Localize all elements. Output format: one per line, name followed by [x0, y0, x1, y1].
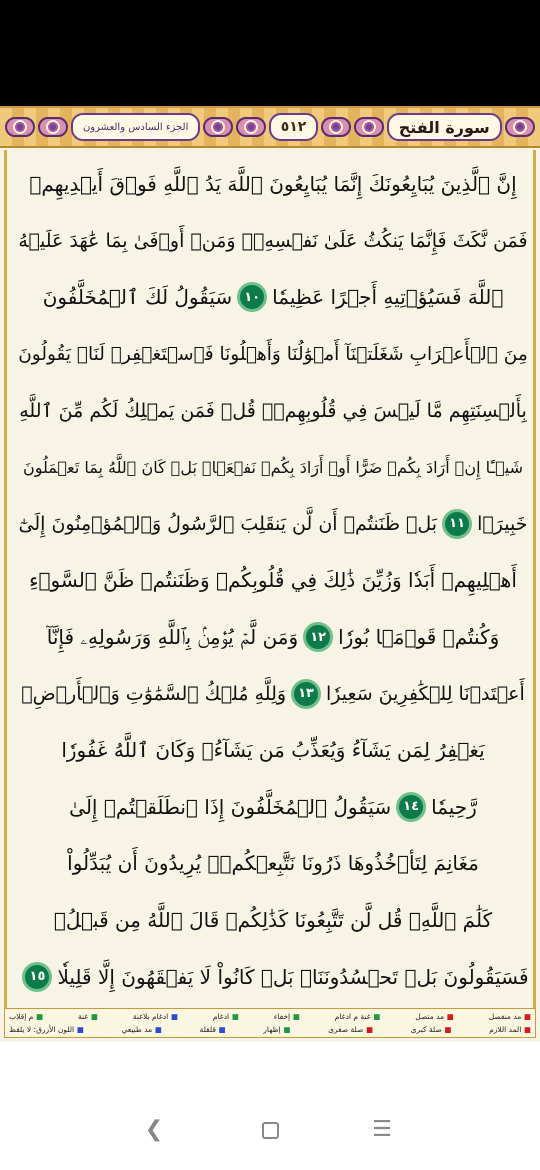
legend-label: غنة م ادغام: [334, 1012, 371, 1021]
ayah-number-marker[interactable]: ١١: [442, 509, 472, 539]
status-bar: [0, 0, 540, 106]
ayah-number-marker[interactable]: ١٠: [237, 282, 267, 312]
system-navigation-bar: [0, 1042, 540, 1170]
legend-swatch-icon: ■: [88, 1012, 98, 1021]
legend-swatch-icon: ■: [441, 1025, 452, 1034]
ayah-number-marker[interactable]: ١٢: [303, 622, 333, 652]
home-icon: [262, 1122, 279, 1139]
ayah-line: [17, 156, 529, 213]
ayah-text: خَبِيرَۢا: [477, 512, 528, 535]
legend-item: [489, 1023, 531, 1036]
ayah-text: سَيَقُولُ لَكَ ٱلۡمُخَلَّفُونَ: [42, 285, 233, 310]
ayah-text: وَمَن لَّمۡ يُؤۡمِنۢ بِٱللَّهِ وَرَسُولِهِۦ فَإِنَّآ: [46, 625, 299, 650]
ayah-text: وَلِلَّهِ مُلۡكُ ٱلسَّمَٰوَٰتِ وَٱلۡأَرۡضِۚ: [21, 682, 287, 705]
ayah-text: رَّحِيمٗا: [431, 794, 477, 819]
legend-item: [274, 1010, 300, 1023]
ayah-text: بِأَلۡسِنَتِهِم مَّا لَيۡسَ فِي قُلُوبِهِمۡۚ قُلۡ فَمَن يَمۡلِكُ لَكُم مِّنَ ٱللَّهِ: [19, 399, 527, 422]
legend-swatch-icon: ■: [444, 1012, 454, 1021]
ayah-text: سَيَقُولُ ٱلۡمُخَلَّفُونَ إِذَا ٱنطَلَقۡتُمۡ إِلَىٰ: [69, 794, 392, 819]
tajweed-legend: [4, 1008, 536, 1038]
legend-label: إظهار: [263, 1025, 281, 1034]
header-ornament-icon: [321, 117, 351, 137]
legend-item: [121, 1023, 161, 1036]
ayah-number-marker[interactable]: ١٤: [396, 792, 426, 822]
legend-label: م إقلاب: [9, 1012, 34, 1021]
ayah-line: [17, 269, 529, 326]
ayah-line: [17, 835, 529, 892]
ayah-line: [17, 439, 529, 496]
ayah-text: يَغۡفِرُ لِمَن يَشَآءُ وَيُعَذِّبُ مَن يَشَآءُۚ وَكَانَ ٱللَّهُ غَفُورٗا: [61, 738, 485, 763]
ayah-line: [17, 496, 529, 553]
legend-label: صلة كبرى: [410, 1025, 442, 1034]
quran-text: [17, 156, 529, 1005]
legend-label: صلة صغرى: [328, 1025, 364, 1034]
legend-row: [9, 1010, 531, 1023]
ayah-text: مِنَ ٱلۡأَعۡرَابِ شَغَلَتۡنَآ أَمۡوَٰلُنَا وَأَهۡلُونَا فَٱسۡتَغۡفِرۡ لَنَاۚ يَقُولُونَ: [18, 343, 528, 365]
surah-name: سورة الفتح: [387, 113, 502, 141]
legend-label: مد متصل: [415, 1012, 445, 1021]
legend-label: ادغام بلاغنة: [132, 1012, 169, 1021]
legend-swatch-icon: ■: [521, 1025, 531, 1034]
ayah-line: [17, 609, 529, 666]
legend-label: المد اللازم: [489, 1025, 522, 1034]
ayah-line: [17, 382, 529, 439]
legend-label: مد منفصل: [488, 1012, 522, 1021]
ayah-line: [17, 948, 529, 1005]
header-ornament-icon: [38, 117, 68, 137]
legend-item: [411, 1023, 452, 1036]
ayah-line: [17, 779, 529, 836]
header-ornament-icon: [203, 117, 233, 137]
ayah-text: أَهۡلِيهِمۡ أَبَدٗا وَزُيِّنَ ذَٰلِكَ فِي قُلُوبِكُمۡ وَظَنَنتُمۡ ظَنَّ ٱلسَّوۡءِ: [29, 568, 517, 593]
legend-item: [200, 1023, 226, 1036]
legend-swatch-icon: ■: [370, 1012, 381, 1021]
juz-label: الجزء السادس والعشرون: [71, 113, 200, 141]
home-button[interactable]: [250, 1112, 290, 1148]
ayah-line: [17, 326, 529, 383]
legend-item: [213, 1010, 239, 1023]
legend-label: اللون الأزرق: لا يلفظ: [9, 1025, 75, 1034]
header-ornament-icon: [5, 117, 35, 137]
header-ornament-icon: [505, 117, 535, 137]
legend-swatch-icon: ■: [280, 1025, 291, 1034]
legend-swatch-icon: ■: [74, 1025, 84, 1034]
legend-item: [9, 1010, 43, 1023]
legend-swatch-icon: ■: [363, 1025, 374, 1034]
legend-swatch-icon: ■: [152, 1025, 162, 1034]
legend-swatch-icon: ■: [168, 1012, 178, 1021]
ayah-line: [17, 552, 529, 609]
legend-label: ادغام: [212, 1012, 230, 1021]
ayah-number-marker[interactable]: ١٣: [291, 679, 321, 709]
back-button[interactable]: [134, 1112, 174, 1148]
ayah-text: فَسَيَقُولُونَ بَلۡ تَحۡسُدُونَنَاۚ بَلۡ كَانُواْ لَا يَفۡقَهُونَ إِلَّا قَلِيلٗا: [57, 964, 529, 989]
ayah-text: بَلۡ ظَنَنتُمۡ أَن لَّن يَنقَلِبَ ٱلرَّسُولُ وَٱلۡمُؤۡمِنُونَ إِلَىٰٓ: [18, 512, 438, 535]
legend-row: [9, 1023, 531, 1036]
ayah-text: فَمَن نَّكَثَ فَإِنَّمَا يَنكُثُ عَلَىٰ نَفۡسِهِۦۖ وَمَنۡ أَوۡفَىٰ بِمَا عَٰهَدَ عَلَيۡهُ: [18, 229, 528, 252]
ayah-line: [17, 722, 529, 779]
legend-item: [335, 1010, 381, 1023]
legend-swatch-icon: ■: [229, 1012, 239, 1021]
text-frame: [4, 150, 536, 1010]
legend-label: قلقلة: [199, 1025, 216, 1034]
ayah-text: ٱللَّهَ فَسَيُؤۡتِيهِ أَجۡرًا عَظِيمٗا: [272, 285, 504, 310]
chevron-left-icon: ❮: [144, 1117, 164, 1142]
ayah-text: أَعۡتَدۡنَا لِلۡكَٰفِرِينَ سَعِيرٗا: [326, 682, 525, 705]
legend-label: إخفاء: [273, 1012, 291, 1021]
ayah-text: مَغَانِمَ لِتَأۡخُذُوهَا ذَرُونَا نَتَّبِعۡكُمۡۖ يُرِيدُونَ أَن يُبَدِّلُواْ: [67, 851, 479, 876]
ayah-line: [17, 892, 529, 949]
legend-swatch-icon: ■: [290, 1012, 300, 1021]
recents-button[interactable]: [362, 1112, 402, 1148]
ayah-text: شَيۡـًٔا إِنۡ أَرَادَ بِكُمۡ ضَرًّا أَوۡ أَرَادَ بِكُمۡ نَفۡعَۢاۚ بَلۡ كَانَ ٱللَّهُ بِمَا تَعۡمَلُونَ: [22, 457, 524, 477]
header-ornament-icon: [354, 117, 384, 137]
legend-item: [9, 1023, 84, 1036]
ayah-line: [17, 665, 529, 722]
legend-item: [328, 1023, 373, 1036]
legend-label: مد طبيعي: [121, 1025, 153, 1034]
recents-icon: ☰: [372, 1117, 392, 1142]
legend-item: [78, 1010, 98, 1023]
page-header: [0, 108, 540, 148]
legend-swatch-icon: ■: [215, 1025, 226, 1034]
ayah-number-marker[interactable]: ١٥: [22, 962, 52, 992]
mushaf-page[interactable]: [0, 106, 540, 1042]
legend-item: [415, 1010, 454, 1023]
legend-swatch-icon: ■: [33, 1012, 44, 1021]
header-ornament-icon: [236, 117, 266, 137]
legend-label: غنة: [77, 1012, 89, 1021]
ayah-text: كَلَٰمَ ٱللَّهِۚ قُل لَّن تَتَّبِعُونَا كَذَٰلِكُمۡ قَالَ ٱللَّهُ مِن قَبۡلُۖ: [53, 908, 493, 933]
ayah-text: إِنَّ ٱلَّذِينَ يُبَايِعُونَكَ إِنَّمَا يُبَايِعُونَ ٱللَّهَ يَدُ ٱللَّهِ فَوۡقَ أَيۡدِيهِمۡ: [29, 172, 517, 197]
legend-swatch-icon: ■: [521, 1012, 531, 1021]
legend-item: [489, 1010, 531, 1023]
legend-item: [133, 1010, 178, 1023]
ayah-text: وَكُنتُمۡ قَوۡمَۢا بُورٗا: [338, 625, 500, 650]
ayah-line: [17, 213, 529, 270]
page-number: ٥١٢: [269, 113, 319, 141]
legend-item: [263, 1023, 290, 1036]
